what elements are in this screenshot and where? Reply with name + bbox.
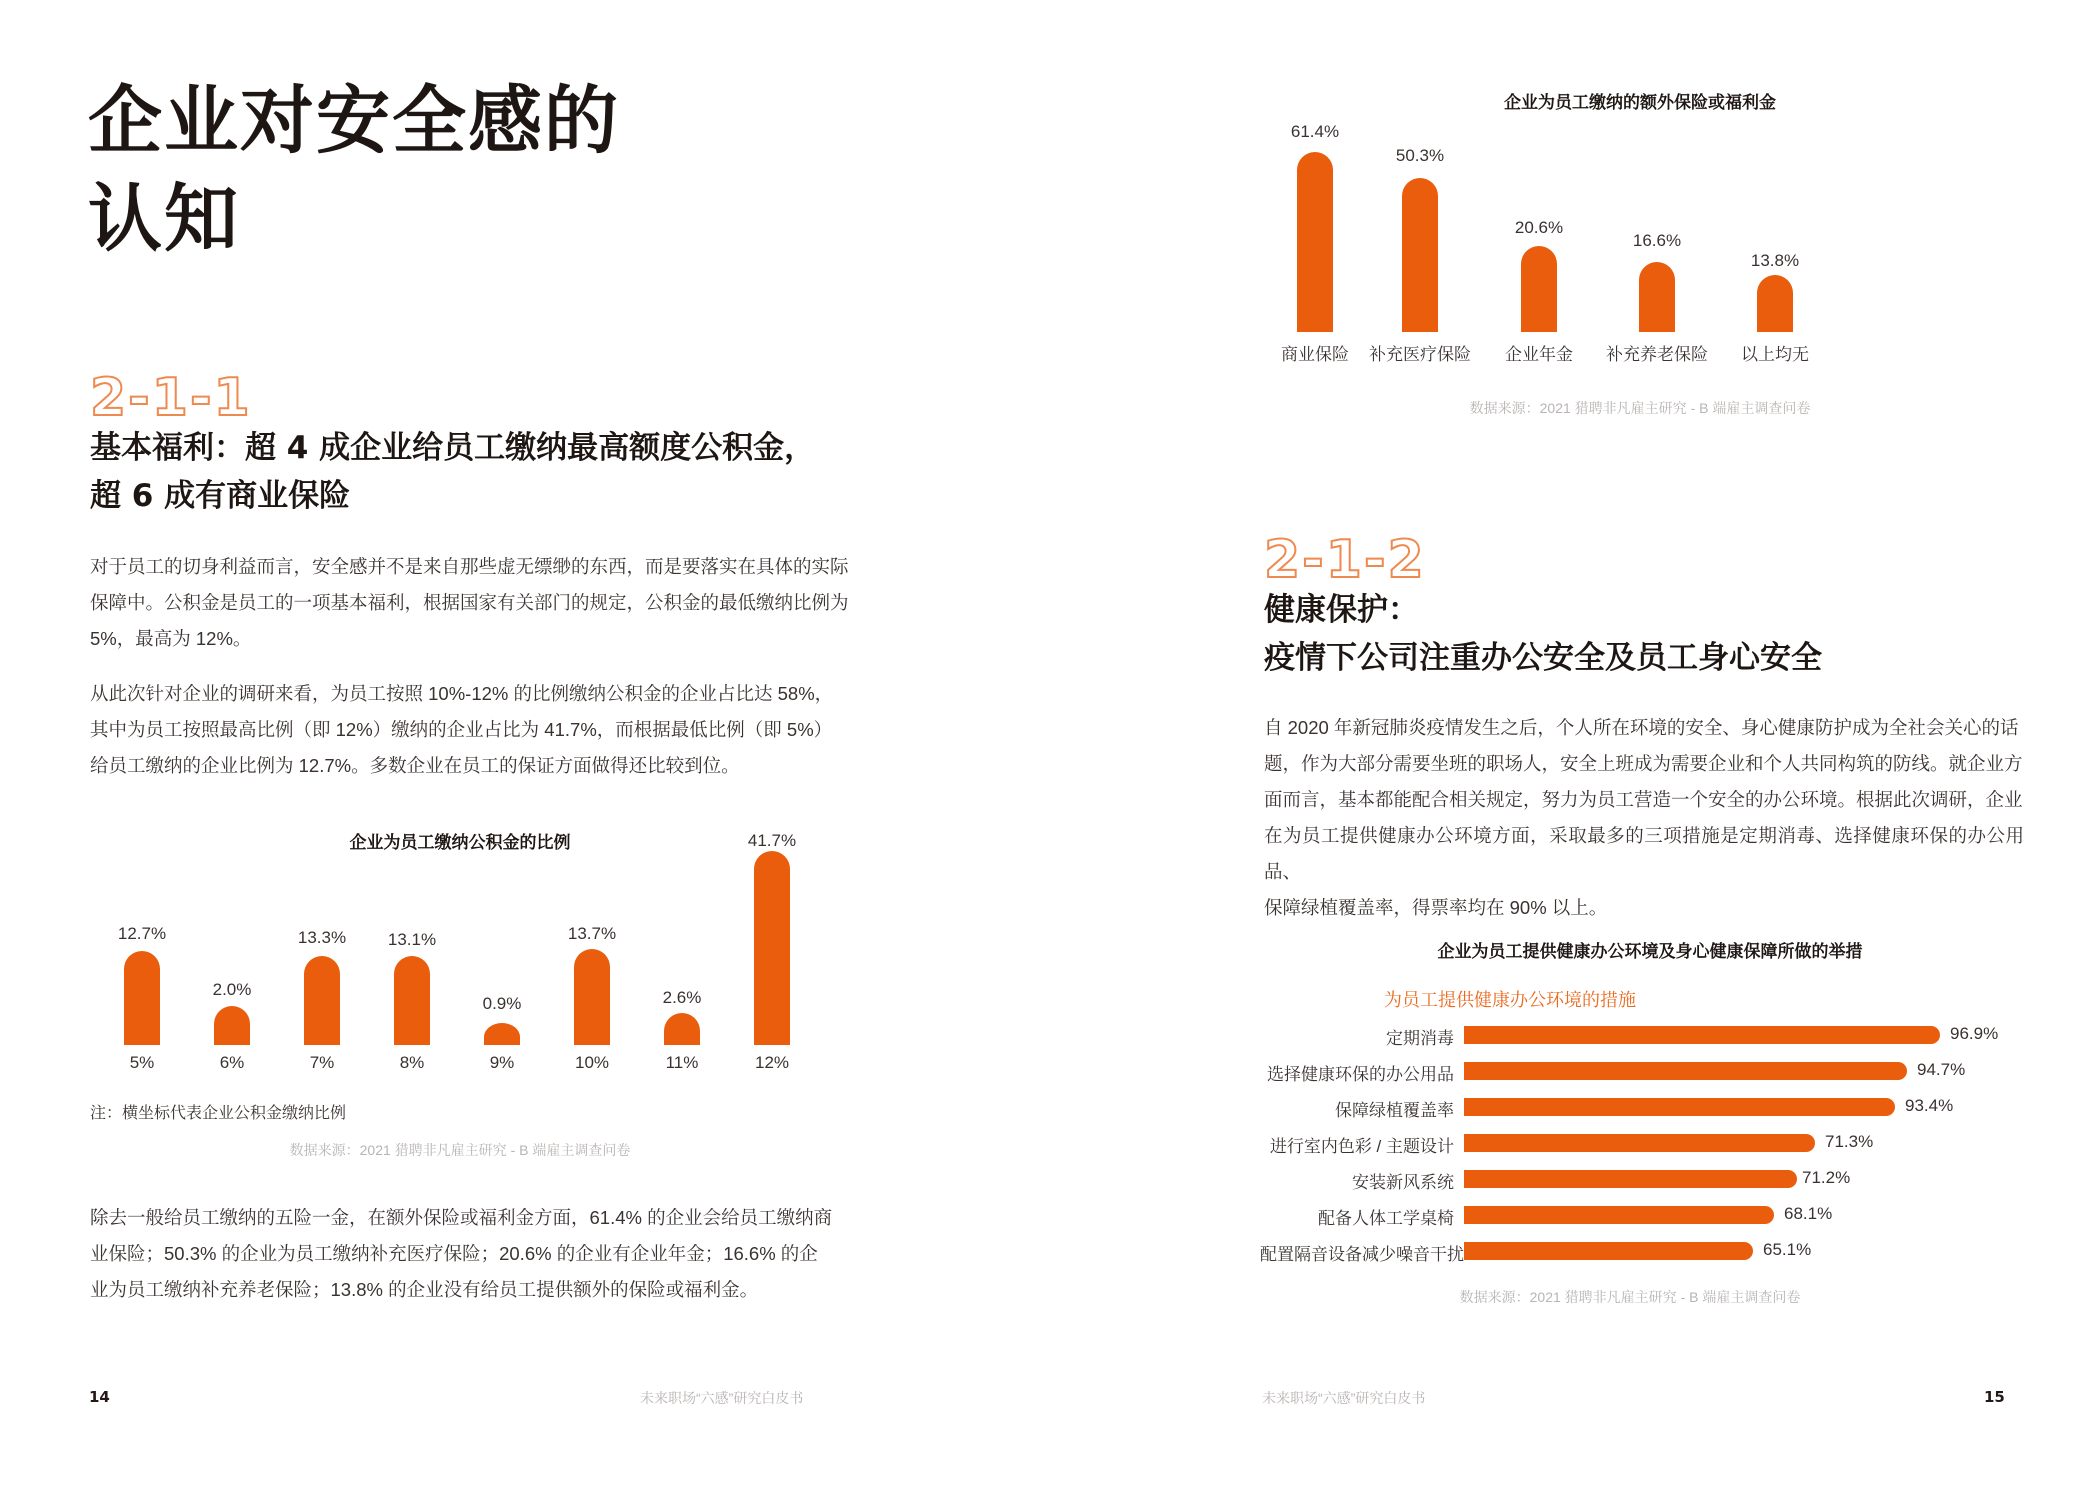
hbar-fresh-air-system xyxy=(1464,1170,1797,1188)
bar-value-label: 13.8% xyxy=(1750,251,1800,270)
bar-category-label: 8% xyxy=(399,1053,425,1072)
text-line: 在为员工提供健康办公环境方面，采取最多的三项措施是定期消毒、选择健康环保的办公用品、 xyxy=(1264,825,2024,882)
chart-title: 企业为员工缴纳的额外保险或福利金 xyxy=(1504,93,1776,113)
footer-title-left: 未来职场“六感”研究白皮书 xyxy=(640,1390,804,1406)
hbar-label: 定期消毒 xyxy=(1386,1029,1454,1048)
chart-note: 注：横坐标代表企业公积金缴纳比例 xyxy=(90,1105,347,1122)
bar-category-label: 6% xyxy=(219,1053,245,1072)
text-line: 保障绿植覆盖率，得票率均在 90% 以上。 xyxy=(1264,897,1608,918)
page-title-line1: 企业对安全感的 xyxy=(88,78,620,164)
paragraph-survey xyxy=(90,676,850,784)
bar-12pct xyxy=(754,851,790,1045)
bar-value-label: 13.1% xyxy=(387,930,437,949)
hbar-value: 71.3% xyxy=(1825,1132,1874,1151)
hbar-label: 安装新风系统 xyxy=(1352,1173,1454,1192)
text-line: 自 2020 年新冠肺炎疫情发生之后，个人所在环境的安全、身心健康防护成为全社会关心的话 xyxy=(1264,717,2019,738)
hbar-eco-office-supplies xyxy=(1464,1062,1907,1080)
bar-supplementary-medical xyxy=(1402,178,1438,332)
text-line: 除去一般给员工缴纳的五险一金，在额外保险或福利金方面，61.4% 的企业会给员工缴纳商 xyxy=(90,1207,833,1228)
bar-value-label: 61.4% xyxy=(1290,122,1340,141)
bar-category-label: 11% xyxy=(665,1053,699,1072)
bar-value-label: 13.3% xyxy=(297,928,347,947)
hbar-value: 96.9% xyxy=(1950,1024,1999,1043)
paragraph-extra-insurance xyxy=(90,1200,850,1308)
bar-value-label: 0.9% xyxy=(482,994,522,1013)
paragraph-health-protection xyxy=(1264,710,2024,926)
hbar-value: 68.1% xyxy=(1784,1204,1833,1223)
section-heading-line2: 疫情下公司注重办公安全及员工身心安全 xyxy=(1264,640,1822,676)
hbar-green-plant-coverage xyxy=(1464,1098,1895,1116)
page-title-line2: 认知 xyxy=(88,176,240,262)
bar-value-label: 12.7% xyxy=(117,924,167,943)
hbar-label: 选择健康环保的办公用品 xyxy=(1267,1065,1454,1084)
section-number-2-1-1: 2-1-1 xyxy=(90,368,252,428)
bar-11pct xyxy=(664,1013,700,1045)
bar-category-label: 补充医疗保险 xyxy=(1369,345,1471,364)
bar-category-label: 5% xyxy=(129,1053,155,1072)
bar-value-label: 2.6% xyxy=(662,988,702,1007)
bar-category-label: 企业年金 xyxy=(1505,345,1573,364)
footer-title-right: 未来职场“六感”研究白皮书 xyxy=(1262,1390,1426,1406)
bar-category-label: 9% xyxy=(489,1053,515,1072)
hbar-value: 65.1% xyxy=(1763,1240,1812,1259)
hbar-value: 94.7% xyxy=(1917,1060,1966,1079)
paragraph-intro xyxy=(90,549,850,657)
chart-title: 企业为员工提供健康办公环境及身心健康保障所做的举措 xyxy=(1437,942,1863,962)
section-heading-line1: 基本福利：超 4 成企业给员工缴纳最高额度公积金， xyxy=(90,430,816,466)
text-line: 题，作为大部分需要坐班的职场人，安全上班成为需要企业和个人共同构筑的防线。就企业方 xyxy=(1264,753,2023,774)
text-line: 业为员工缴纳补充养老保险；13.8% 的企业没有给员工提供额外的保险或福利金。 xyxy=(90,1279,759,1300)
bar-value-label: 13.7% xyxy=(567,924,617,943)
text-line: 面而言，基本都能配合相关规定，努力为员工营造一个安全的办公环境。根据此次调研，企业 xyxy=(1264,789,2023,810)
healthy-office-chart xyxy=(1260,925,2040,1305)
bar-6pct xyxy=(214,1006,250,1045)
bar-category-label: 7% xyxy=(309,1053,335,1072)
hbar-soundproofing xyxy=(1464,1242,1753,1260)
bar-category-label: 12% xyxy=(754,1053,790,1072)
bar-commercial-insurance xyxy=(1297,152,1333,332)
section-number-2-1-2: 2-1-2 xyxy=(1264,530,1426,590)
text-line: 业保险；50.3% 的企业为员工缴纳补充医疗保险；20.6% 的企业有企业年金；16.6% 的企 xyxy=(90,1243,818,1264)
bar-category-label: 以上均无 xyxy=(1741,345,1809,364)
bar-value-label: 50.3% xyxy=(1395,146,1445,165)
hbar-ergonomic-furniture xyxy=(1464,1206,1774,1224)
hbar-label: 进行室内色彩 / 主题设计 xyxy=(1269,1137,1454,1156)
section-heading-line1: 健康保护： xyxy=(1264,592,1419,628)
page-number-left: 14 xyxy=(89,1388,110,1406)
bar-none-of-above xyxy=(1757,275,1793,332)
section-heading-line2: 超 6 成有商业保险 xyxy=(90,478,351,514)
bar-category-label: 10% xyxy=(574,1053,610,1072)
hbar-value: 71.2% xyxy=(1802,1168,1851,1187)
text-line: 从此次针对企业的调研来看，为员工按照 10%-12% 的比例缴纳公积金的企业占比达 58%， xyxy=(90,683,834,704)
hbar-label: 保障绿植覆盖率 xyxy=(1335,1101,1454,1120)
text-line: 5%，最高为 12%。 xyxy=(90,628,252,649)
section-heading-2-1-1 xyxy=(90,424,890,520)
hbar-label: 配置隔音设备减少噪音干扰 xyxy=(1260,1245,1464,1264)
data-source: 数据来源：2021 猎聘非凡雇主研究 - B 端雇主调查问卷 xyxy=(1459,1289,1801,1305)
page-number-right: 15 xyxy=(1984,1388,2005,1406)
extra-insurance-chart xyxy=(1260,80,2020,420)
chart-subtitle: 为员工提供健康办公环境的措施 xyxy=(1384,990,1636,1011)
text-line: 给员工缴纳的企业比例为 12.7%。多数企业在员工的保证方面做得还比较到位。 xyxy=(90,755,740,776)
housing-fund-chart xyxy=(90,820,870,1120)
hbar-value: 93.4% xyxy=(1905,1096,1954,1115)
bar-8pct xyxy=(394,956,430,1045)
hbar-interior-color-design xyxy=(1464,1134,1815,1152)
bar-supplementary-pension xyxy=(1639,262,1675,332)
data-source: 数据来源：2021 猎聘非凡雇主研究 - B 端雇主调查问卷 xyxy=(289,1142,631,1158)
section-heading-2-1-2 xyxy=(1264,586,2064,682)
bar-value-label: 20.6% xyxy=(1514,218,1564,237)
chart-title: 企业为员工缴纳公积金的比例 xyxy=(349,833,571,853)
page-title xyxy=(88,72,788,268)
bar-value-label: 41.7% xyxy=(747,831,797,850)
hbar-regular-disinfection xyxy=(1464,1026,1940,1044)
bar-value-label: 2.0% xyxy=(212,980,252,999)
bar-value-label: 16.6% xyxy=(1632,231,1682,250)
bar-enterprise-annuity xyxy=(1521,246,1557,332)
bar-category-label: 商业保险 xyxy=(1281,345,1349,364)
text-line: 其中为员工按照最高比例（即 12%）缴纳的企业占比为 41.7%，而根据最低比例（即 5%） xyxy=(90,719,833,740)
bar-10pct xyxy=(574,949,610,1045)
bar-7pct xyxy=(304,956,340,1045)
bar-9pct xyxy=(484,1023,520,1045)
text-line: 对于员工的切身利益而言，安全感并不是来自那些虚无缥缈的东西，而是要落实在具体的实际 xyxy=(90,556,849,577)
bar-5pct xyxy=(124,951,160,1045)
hbar-label: 配备人体工学桌椅 xyxy=(1318,1209,1454,1228)
bar-category-label: 补充养老保险 xyxy=(1606,345,1708,364)
text-line: 保障中。公积金是员工的一项基本福利，根据国家有关部门的规定，公积金的最低缴纳比例为 xyxy=(90,592,849,613)
data-source: 数据来源：2021 猎聘非凡雇主研究 - B 端雇主调查问卷 xyxy=(1469,400,1811,416)
